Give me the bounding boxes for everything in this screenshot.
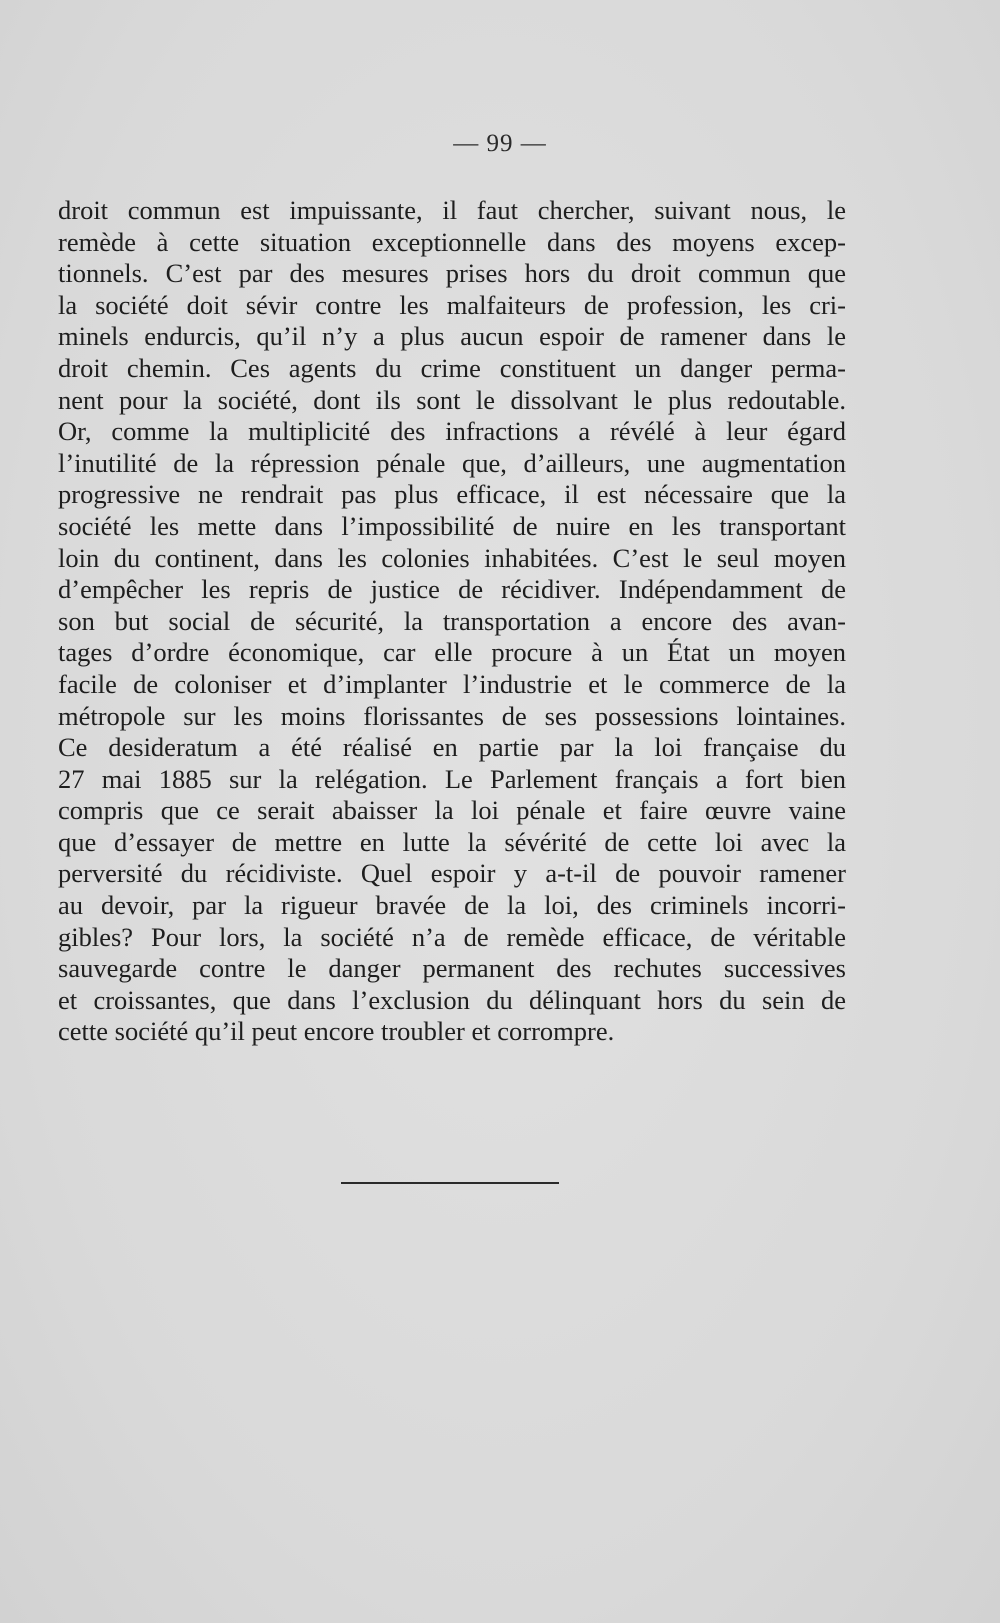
text-line: perversité du récidiviste. Quel espoir y a-t-il de pouvoir ramener bbox=[58, 858, 846, 889]
text-line: facile de coloniser et d’implanter l’industrie et le commerce de la bbox=[58, 668, 846, 699]
text-line: droit commun est impuissante, il faut chercher, suivant nous, le bbox=[58, 195, 846, 225]
text-line: tionnels. C’est par des mesures prises hors du droit commun que bbox=[58, 258, 846, 289]
text-line: loin du continent, dans les colonies inhabitées. C’est le seul moyen bbox=[58, 542, 846, 573]
text-line: tages d’ordre économique, car elle procure à un État un moyen bbox=[58, 637, 846, 668]
text-line: sauvegarde contre le danger permanent des rechutes successives bbox=[58, 953, 846, 984]
text-line: l’inutilité de la répression pénale que, d’ailleurs, une augmentation bbox=[58, 447, 846, 478]
text-line: droit chemin. Ces agents du crime constituent un danger perma- bbox=[58, 352, 846, 383]
text-line: compris que ce serait abaisser la loi pénale et faire œuvre vaine bbox=[58, 795, 846, 826]
text-line: nent pour la société, dont ils sont le dissolvant le plus redoutable. bbox=[58, 384, 846, 415]
text-line: Or, comme la multiplicité des infractions a révélé à leur égard bbox=[58, 416, 846, 447]
section-divider bbox=[341, 1182, 559, 1184]
text-line: minels endurcis, qu’il n’y a plus aucun espoir de ramener dans le bbox=[58, 321, 846, 352]
text-line: cette société qu’il peut encore troubler et corrompre. bbox=[58, 1016, 615, 1047]
page-number: — 99 — bbox=[453, 130, 547, 157]
text-line: remède à cette situation exceptionnelle dans des moyens excep- bbox=[58, 226, 846, 257]
text-line: 27 mai 1885 sur la relégation. Le Parlement français a fort bien bbox=[58, 763, 846, 794]
text-line: d’empêcher les repris de justice de récidiver. Indépendamment de bbox=[58, 574, 846, 605]
text-line: et croissantes, que dans l’exclusion du délinquant hors du sein de bbox=[58, 984, 846, 1015]
text-line: la société doit sévir contre les malfaiteurs de profession, les cri- bbox=[58, 289, 846, 320]
text-line: société les mette dans l’impossibilité de nuire en les transportant bbox=[58, 510, 846, 541]
text-line: gibles? Pour lors, la société n’a de remède efficace, de véritable bbox=[58, 921, 846, 952]
text-line: au devoir, par la rigueur bravée de la loi, des criminels incorri- bbox=[58, 890, 846, 921]
text-line: son but social de sécurité, la transportation a encore des avan- bbox=[58, 605, 846, 636]
text-line: que d’essayer de mettre en lutte la sévérité de cette loi avec la bbox=[58, 826, 846, 857]
text-line: Ce desideratum a été réalisé en partie par la loi française du bbox=[58, 732, 846, 763]
text-line: métropole sur les moins florissantes de ses possessions lointaines. bbox=[58, 700, 846, 731]
text-line: progressive ne rendrait pas plus efficace, il est nécessaire que la bbox=[58, 479, 846, 510]
body-paragraph bbox=[58, 195, 846, 1048]
